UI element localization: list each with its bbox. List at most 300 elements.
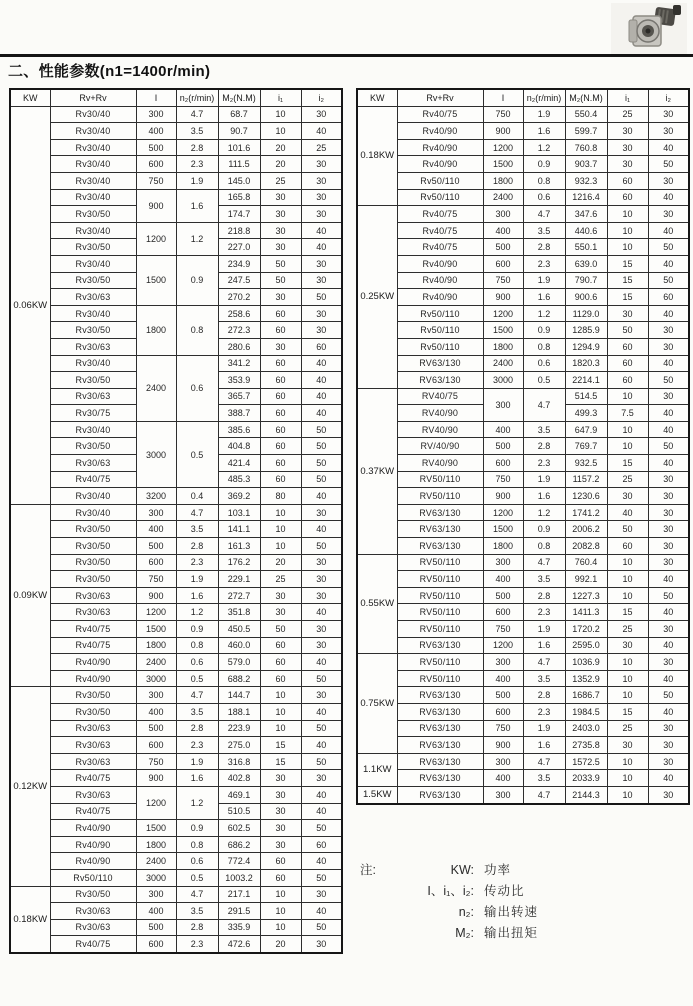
cell-kw: 0.12KW xyxy=(10,687,50,886)
cell-ratio-i: 500 xyxy=(136,139,176,156)
cell-n2: 4.7 xyxy=(523,753,565,770)
cell-ratio-i: 1500 xyxy=(483,156,523,173)
cell-m2: 353.9 xyxy=(218,372,260,389)
cell-m2: 550.4 xyxy=(565,106,607,123)
cell-i2: 30 xyxy=(648,206,689,223)
cell-i2: 30 xyxy=(301,156,342,173)
cell-m2: 174.7 xyxy=(218,206,260,223)
cell-m2: 141.1 xyxy=(218,521,260,538)
cell-n2: 1.2 xyxy=(176,786,218,819)
cell-model: Rv30/50 xyxy=(50,372,136,389)
cell-i2: 50 xyxy=(301,421,342,438)
cell-m2: 1352.9 xyxy=(565,670,607,687)
cell-i1: 30 xyxy=(260,836,301,853)
cell-ratio-i: 500 xyxy=(483,687,523,704)
cell-n2: 0.5 xyxy=(523,372,565,389)
cell-m2: 111.5 xyxy=(218,156,260,173)
cell-m2: 103.1 xyxy=(218,504,260,521)
cell-i1: 60 xyxy=(260,853,301,870)
cell-i2: 50 xyxy=(301,289,342,306)
cell-i2: 30 xyxy=(301,504,342,521)
cell-i1: 60 xyxy=(260,869,301,886)
cell-i1: 10 xyxy=(260,504,301,521)
cell-n2: 2.8 xyxy=(523,687,565,704)
table-row xyxy=(10,621,342,638)
cell-m2: 176.2 xyxy=(218,554,260,571)
table-row xyxy=(10,488,342,505)
cell-i2: 40 xyxy=(301,786,342,803)
cell-i2: 40 xyxy=(648,670,689,687)
cell-n2: 0.6 xyxy=(176,355,218,421)
cell-model: Rv30/63 xyxy=(50,903,136,920)
cell-m2: 599.7 xyxy=(565,123,607,140)
cell-model: Rv30/40 xyxy=(50,504,136,521)
cell-m2: 217.1 xyxy=(218,886,260,903)
cell-n2: 2.8 xyxy=(523,438,565,455)
cell-ratio-i: 750 xyxy=(136,753,176,770)
cell-n2: 2.3 xyxy=(523,455,565,472)
cell-i2: 40 xyxy=(648,355,689,372)
cell-i1: 25 xyxy=(607,621,648,638)
cell-model: RV63/130 xyxy=(397,720,483,737)
cell-m2: 351.8 xyxy=(218,604,260,621)
cell-ratio-i: 1800 xyxy=(483,338,523,355)
cell-ratio-i: 500 xyxy=(136,538,176,555)
cell-m2: 421.4 xyxy=(218,455,260,472)
cell-i2: 30 xyxy=(301,272,342,289)
cell-n2: 2.3 xyxy=(176,554,218,571)
cell-i1: 30 xyxy=(260,786,301,803)
cell-n2: 2.8 xyxy=(176,919,218,936)
cell-ratio-i: 300 xyxy=(136,687,176,704)
cell-i2: 30 xyxy=(648,106,689,123)
cell-i1: 25 xyxy=(260,172,301,189)
cell-m2: 161.3 xyxy=(218,538,260,555)
cell-i1: 30 xyxy=(607,123,648,140)
cell-m2: 145.0 xyxy=(218,172,260,189)
cell-m2: 602.5 xyxy=(218,820,260,837)
cell-model: RV50/110 xyxy=(397,621,483,638)
cell-i1: 60 xyxy=(260,637,301,654)
table-row xyxy=(10,554,342,571)
cell-ratio-i: 1500 xyxy=(136,820,176,837)
cell-ratio-i: 3200 xyxy=(136,488,176,505)
cell-i1: 25 xyxy=(607,471,648,488)
cell-m2: 2595.0 xyxy=(565,637,607,654)
cell-ratio-i: 400 xyxy=(136,903,176,920)
cell-ratio-i: 750 xyxy=(136,571,176,588)
cell-n2: 1.6 xyxy=(523,737,565,754)
cell-n2: 2.3 xyxy=(176,156,218,173)
table-row xyxy=(10,936,342,953)
table-row xyxy=(357,488,689,505)
col-header: KW xyxy=(357,89,397,106)
cell-i1: 15 xyxy=(607,455,648,472)
table-row xyxy=(357,587,689,604)
cell-i2: 30 xyxy=(648,753,689,770)
cell-n2: 1.9 xyxy=(523,272,565,289)
cell-i1: 30 xyxy=(260,239,301,256)
cell-model: Rv30/40 xyxy=(50,255,136,272)
table-row xyxy=(357,255,689,272)
cell-i2: 40 xyxy=(648,604,689,621)
col-header: I xyxy=(136,89,176,106)
cell-i1: 60 xyxy=(260,372,301,389)
cell-n2: 0.8 xyxy=(176,836,218,853)
cell-kw: 0.55KW xyxy=(357,554,397,654)
cell-m2: 165.8 xyxy=(218,189,260,206)
cell-i1: 10 xyxy=(607,421,648,438)
table-row xyxy=(357,272,689,289)
cell-n2: 0.8 xyxy=(523,338,565,355)
cell-ratio-i: 2400 xyxy=(483,189,523,206)
cell-m2: 550.1 xyxy=(565,239,607,256)
cell-i1: 15 xyxy=(260,753,301,770)
cell-n2: 2.8 xyxy=(176,139,218,156)
cell-model: Rv30/50 xyxy=(50,571,136,588)
cell-i1: 25 xyxy=(260,571,301,588)
cell-ratio-i: 400 xyxy=(483,421,523,438)
cell-ratio-i: 500 xyxy=(483,587,523,604)
cell-model: Rv40/90 xyxy=(50,654,136,671)
table-row xyxy=(357,637,689,654)
cell-i2: 40 xyxy=(301,372,342,389)
cell-model: Rv30/40 xyxy=(50,222,136,239)
cell-i1: 50 xyxy=(260,255,301,272)
cell-model: Rv40/90 xyxy=(397,156,483,173)
cell-i1: 10 xyxy=(607,554,648,571)
cell-i1: 50 xyxy=(607,322,648,339)
cell-i1: 60 xyxy=(260,455,301,472)
cell-m2: 272.7 xyxy=(218,587,260,604)
cell-model: Rv30/50 xyxy=(50,554,136,571)
cell-i2: 50 xyxy=(301,919,342,936)
cell-m2: 1129.0 xyxy=(565,305,607,322)
note-prefix xyxy=(360,923,388,944)
cell-i2: 40 xyxy=(648,571,689,588)
cell-i2: 30 xyxy=(301,587,342,604)
cell-n2: 3.5 xyxy=(523,770,565,787)
table-row xyxy=(10,189,342,206)
cell-i2: 40 xyxy=(301,853,342,870)
cell-i1: 60 xyxy=(607,372,648,389)
cell-m2: 932.5 xyxy=(565,455,607,472)
cell-m2: 639.0 xyxy=(565,255,607,272)
cell-ratio-i: 750 xyxy=(483,621,523,638)
cell-i1: 10 xyxy=(260,123,301,140)
cell-i1: 10 xyxy=(260,538,301,555)
table-row xyxy=(357,305,689,322)
table-row xyxy=(357,670,689,687)
cell-n2: 4.7 xyxy=(176,504,218,521)
cell-m2: 688.2 xyxy=(218,670,260,687)
cell-i2: 50 xyxy=(648,438,689,455)
cell-ratio-i: 500 xyxy=(483,239,523,256)
cell-m2: 90.7 xyxy=(218,123,260,140)
cell-model: Rv30/63 xyxy=(50,388,136,405)
cell-i1: 30 xyxy=(260,338,301,355)
cell-i2: 40 xyxy=(648,770,689,787)
table-row xyxy=(10,139,342,156)
cell-ratio-i: 1500 xyxy=(136,255,176,305)
cell-i1: 30 xyxy=(607,637,648,654)
cell-m2: 2006.2 xyxy=(565,521,607,538)
cell-m2: 227.0 xyxy=(218,239,260,256)
cell-m2: 1820.3 xyxy=(565,355,607,372)
table-row xyxy=(10,786,342,803)
cell-i1: 40 xyxy=(607,504,648,521)
cell-m2: 2735.8 xyxy=(565,737,607,754)
cell-m2: 404.8 xyxy=(218,438,260,455)
cell-m2: 760.8 xyxy=(565,139,607,156)
cell-n2: 0.9 xyxy=(176,820,218,837)
cell-m2: 772.4 xyxy=(218,853,260,870)
cell-model: RV50/110 xyxy=(397,670,483,687)
cell-model: Rv30/50 xyxy=(50,438,136,455)
cell-i2: 30 xyxy=(301,770,342,787)
cell-ratio-i: 600 xyxy=(136,554,176,571)
cell-model: Rv30/40 xyxy=(50,106,136,123)
cell-n2: 1.9 xyxy=(523,621,565,638)
cell-ratio-i: 1800 xyxy=(136,305,176,355)
cell-m2: 469.1 xyxy=(218,786,260,803)
cell-i1: 30 xyxy=(607,305,648,322)
table-row xyxy=(10,903,342,920)
table-row xyxy=(357,455,689,472)
table-row xyxy=(10,753,342,770)
cell-ratio-i: 600 xyxy=(483,703,523,720)
cell-i1: 60 xyxy=(607,338,648,355)
cell-i2: 50 xyxy=(301,438,342,455)
cell-i1: 80 xyxy=(260,488,301,505)
header-row xyxy=(357,89,689,106)
cell-model: RV63/130 xyxy=(397,753,483,770)
cell-ratio-i: 750 xyxy=(483,272,523,289)
cell-m2: 440.6 xyxy=(565,222,607,239)
table-row xyxy=(357,372,689,389)
table-row xyxy=(10,587,342,604)
cell-m2: 903.7 xyxy=(565,156,607,173)
cell-model: Rv40/90 xyxy=(397,289,483,306)
table-row xyxy=(357,106,689,123)
cell-model: Rv40/90 xyxy=(50,820,136,837)
cell-model: RV50/110 xyxy=(397,654,483,671)
cell-n2: 2.8 xyxy=(523,587,565,604)
cell-model: Rv30/40 xyxy=(50,189,136,206)
cell-i1: 10 xyxy=(260,687,301,704)
cell-model: RV63/130 xyxy=(397,703,483,720)
cell-m2: 258.6 xyxy=(218,305,260,322)
cell-i1: 10 xyxy=(260,521,301,538)
note-term: M₂: xyxy=(455,926,474,940)
cell-model: Rv30/63 xyxy=(50,919,136,936)
cell-m2: 1720.2 xyxy=(565,621,607,638)
cell-i2: 40 xyxy=(301,488,342,505)
cell-model: Rv30/75 xyxy=(50,405,136,422)
cell-kw: 0.37KW xyxy=(357,388,397,554)
col-header: i₂ xyxy=(648,89,689,106)
cell-ratio-i: 400 xyxy=(136,703,176,720)
cell-i1: 30 xyxy=(607,737,648,754)
cell-i1: 20 xyxy=(260,554,301,571)
cell-m2: 1216.4 xyxy=(565,189,607,206)
cell-i2: 50 xyxy=(301,753,342,770)
cell-n2: 1.2 xyxy=(523,305,565,322)
table-row xyxy=(10,421,342,438)
cell-i2: 30 xyxy=(301,687,342,704)
cell-i1: 50 xyxy=(260,272,301,289)
table-row xyxy=(10,305,342,322)
cell-n2: 1.6 xyxy=(523,123,565,140)
cell-m2: 188.1 xyxy=(218,703,260,720)
cell-i1: 15 xyxy=(260,737,301,754)
cell-i1: 7.5 xyxy=(607,405,648,422)
cell-model: RV50/110 xyxy=(397,571,483,588)
cell-i1: 60 xyxy=(260,305,301,322)
table-row xyxy=(10,123,342,140)
cell-ratio-i: 900 xyxy=(483,123,523,140)
cell-n2: 0.4 xyxy=(176,488,218,505)
cell-i1: 30 xyxy=(260,587,301,604)
cell-n2: 4.7 xyxy=(523,554,565,571)
col-header: n₂(r/min) xyxy=(523,89,565,106)
cell-ratio-i: 600 xyxy=(483,604,523,621)
cell-i2: 30 xyxy=(301,206,342,223)
cell-i2: 50 xyxy=(301,720,342,737)
table-row xyxy=(357,206,689,223)
cell-i1: 10 xyxy=(607,438,648,455)
cell-ratio-i: 300 xyxy=(483,206,523,223)
col-header: i₁ xyxy=(607,89,648,106)
note-row xyxy=(360,902,538,923)
cell-i2: 40 xyxy=(301,803,342,820)
cell-model: Rv40/90 xyxy=(397,139,483,156)
cell-n2: 1.9 xyxy=(523,106,565,123)
cell-m2: 144.7 xyxy=(218,687,260,704)
cell-n2: 1.9 xyxy=(523,720,565,737)
cell-i1: 10 xyxy=(607,222,648,239)
table-row xyxy=(10,654,342,671)
cell-i2: 50 xyxy=(301,471,342,488)
cell-m2: 514.5 xyxy=(565,388,607,405)
cell-i1: 10 xyxy=(607,388,648,405)
cell-ratio-i: 400 xyxy=(136,123,176,140)
table-row xyxy=(10,737,342,754)
cell-model: Rv50/110 xyxy=(50,869,136,886)
cell-i2: 40 xyxy=(648,703,689,720)
cell-i2: 50 xyxy=(648,239,689,256)
cell-m2: 1227.3 xyxy=(565,587,607,604)
cell-i2: 30 xyxy=(648,471,689,488)
cell-i2: 30 xyxy=(301,322,342,339)
cell-m2: 341.2 xyxy=(218,355,260,372)
table-row xyxy=(10,820,342,837)
col-header: M₂(N.M) xyxy=(565,89,607,106)
cell-i2: 50 xyxy=(301,455,342,472)
table-row xyxy=(10,106,342,123)
cell-i1: 15 xyxy=(607,272,648,289)
cell-n2: 0.6 xyxy=(523,189,565,206)
cell-n2: 3.5 xyxy=(523,222,565,239)
cell-i2: 30 xyxy=(648,538,689,555)
cell-n2: 0.9 xyxy=(523,156,565,173)
cell-i2: 30 xyxy=(301,637,342,654)
cell-m2: 499.3 xyxy=(565,405,607,422)
cell-i2: 30 xyxy=(301,621,342,638)
cell-i1: 30 xyxy=(260,289,301,306)
cell-m2: 1411.3 xyxy=(565,604,607,621)
cell-i1: 50 xyxy=(260,621,301,638)
cell-model: Rv50/110 xyxy=(397,338,483,355)
cell-model: RV63/130 xyxy=(397,504,483,521)
cell-m2: 1230.6 xyxy=(565,488,607,505)
cell-i2: 40 xyxy=(648,222,689,239)
cell-model: RV40/90 xyxy=(397,405,483,422)
cell-model: RV63/130 xyxy=(397,355,483,372)
cell-i2: 40 xyxy=(301,903,342,920)
cell-m2: 247.5 xyxy=(218,272,260,289)
cell-m2: 234.9 xyxy=(218,255,260,272)
cell-m2: 579.0 xyxy=(218,654,260,671)
cell-i1: 25 xyxy=(607,720,648,737)
performance-table-right xyxy=(356,88,690,805)
table-row xyxy=(10,670,342,687)
cell-model: Rv30/63 xyxy=(50,455,136,472)
cell-m2: 450.5 xyxy=(218,621,260,638)
cell-model: Rv30/50 xyxy=(50,272,136,289)
cell-i2: 40 xyxy=(301,123,342,140)
cell-ratio-i: 500 xyxy=(136,720,176,737)
table-row xyxy=(357,438,689,455)
cell-i2: 30 xyxy=(301,189,342,206)
note-prefix: 注: xyxy=(360,863,376,877)
cell-m2: 1984.5 xyxy=(565,703,607,720)
table-row xyxy=(357,189,689,206)
cell-i2: 30 xyxy=(648,504,689,521)
cell-i2: 40 xyxy=(648,405,689,422)
cell-n2: 0.5 xyxy=(176,421,218,487)
cell-ratio-i: 3000 xyxy=(136,421,176,487)
cell-model: Rv40/90 xyxy=(50,670,136,687)
cell-ratio-i: 1500 xyxy=(483,521,523,538)
cell-m2: 1572.5 xyxy=(565,753,607,770)
cell-n2: 2.8 xyxy=(523,239,565,256)
cell-i2: 30 xyxy=(301,936,342,953)
cell-i1: 10 xyxy=(607,239,648,256)
gear-reducer-photo xyxy=(611,3,687,55)
cell-model: Rv30/50 xyxy=(50,322,136,339)
cell-m2: 218.8 xyxy=(218,222,260,239)
cell-i2: 50 xyxy=(648,272,689,289)
cell-i2: 40 xyxy=(648,255,689,272)
cell-i1: 60 xyxy=(607,189,648,206)
cell-i1: 10 xyxy=(260,886,301,903)
table-row xyxy=(357,338,689,355)
cell-model: Rv30/50 xyxy=(50,703,136,720)
cell-model: Rv30/63 xyxy=(50,338,136,355)
cell-n2: 3.5 xyxy=(176,521,218,538)
cell-model: Rv40/90 xyxy=(50,853,136,870)
cell-model: Rv30/63 xyxy=(50,289,136,306)
table-row xyxy=(10,836,342,853)
cell-m2: 2033.9 xyxy=(565,770,607,787)
cell-n2: 1.6 xyxy=(176,587,218,604)
cell-ratio-i: 750 xyxy=(483,720,523,737)
col-header: Rv+Rv xyxy=(397,89,483,106)
cell-m2: 280.6 xyxy=(218,338,260,355)
cell-model: Rv30/40 xyxy=(50,488,136,505)
cell-n2: 0.9 xyxy=(176,621,218,638)
